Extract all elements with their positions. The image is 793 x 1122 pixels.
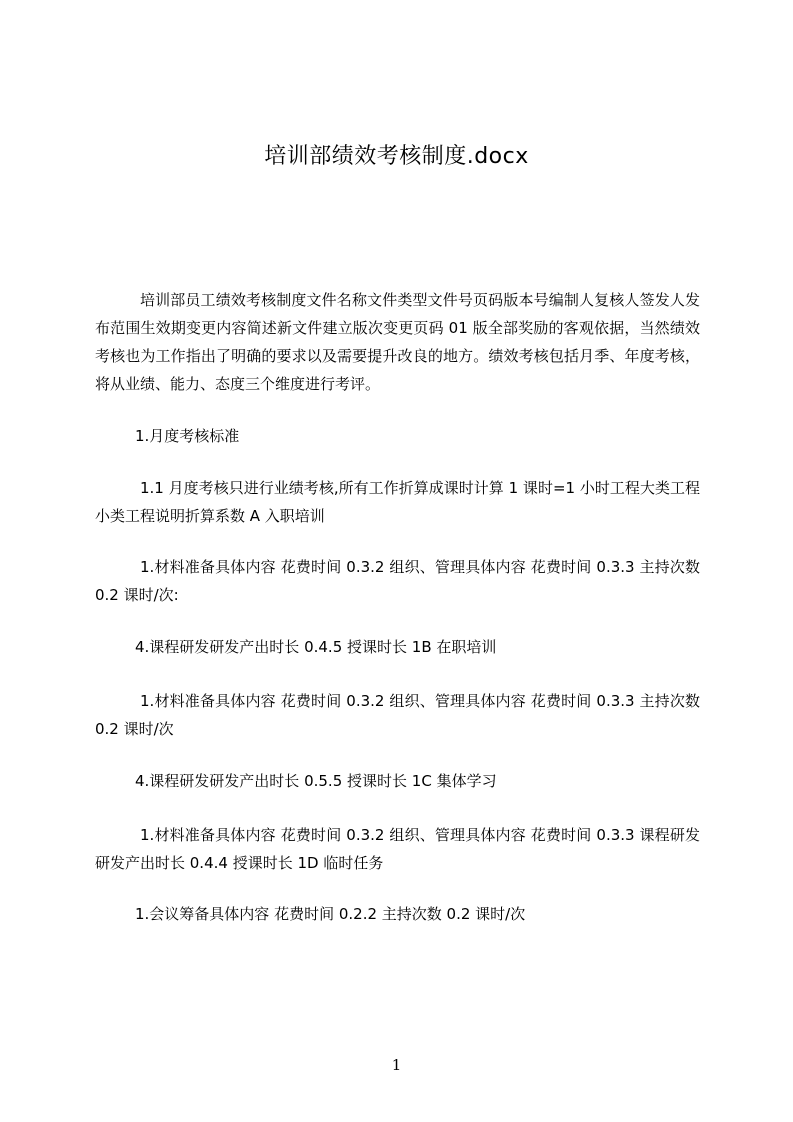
paragraph-onboarding-course-dev: 4.课程研发研发产出时长 0.4.5 授课时长 1B 在职培训: [135, 638, 497, 656]
paragraph-1-1: 1.1 月度考核只进行业绩考核,所有工作折算成课时计算 1 课时=1 小时工程大类工程小类工程说明折算系数 A 入职培训: [95, 479, 700, 525]
paragraph-temp-task-meeting: 1.会议筹备具体内容 花费时间 0.2.2 主持次数 0.2 课时/次: [135, 905, 526, 923]
paragraph-onboarding-materials: 1.材料准备具体内容 花费时间 0.3.2 组织、管理具体内容 花费时间 0.3.3 主持次数 0.2 课时/次:: [95, 558, 700, 604]
paragraph-inservice-course-dev: 4.课程研发研发产出时长 0.5.5 授课时长 1C 集体学习: [135, 772, 497, 790]
page-number: 1: [391, 1056, 402, 1074]
paragraph-group-study-materials: 1.材料准备具体内容 花费时间 0.3.2 组织、管理具体内容 花费时间 0.3.3 课程研发研发产出时长 0.4.4 授课时长 1D 临时任务: [95, 826, 700, 872]
intro-paragraph: 培训部员工绩效考核制度文件名称文件类型文件号页码版本号编制人复核人签发人发布范围生效期变更内容简述新文件建立版次变更页码 01 版全部奖励的客观依据，当然绩效考核也为工作指出了明确的要求以及需要提升改良的地方。绩效考核包括月季、年度考核，将从业绩、能力、态度三个维度进行考评。: [95, 291, 700, 393]
document-title: 培训部绩效考核制度.docx: [264, 144, 529, 169]
section-heading-monthly-standard: 1.月度考核标准: [135, 427, 240, 445]
paragraph-inservice-materials: 1.材料准备具体内容 花费时间 0.3.2 组织、管理具体内容 花费时间 0.3.3 主持次数 0.2 课时/次: [95, 692, 700, 738]
